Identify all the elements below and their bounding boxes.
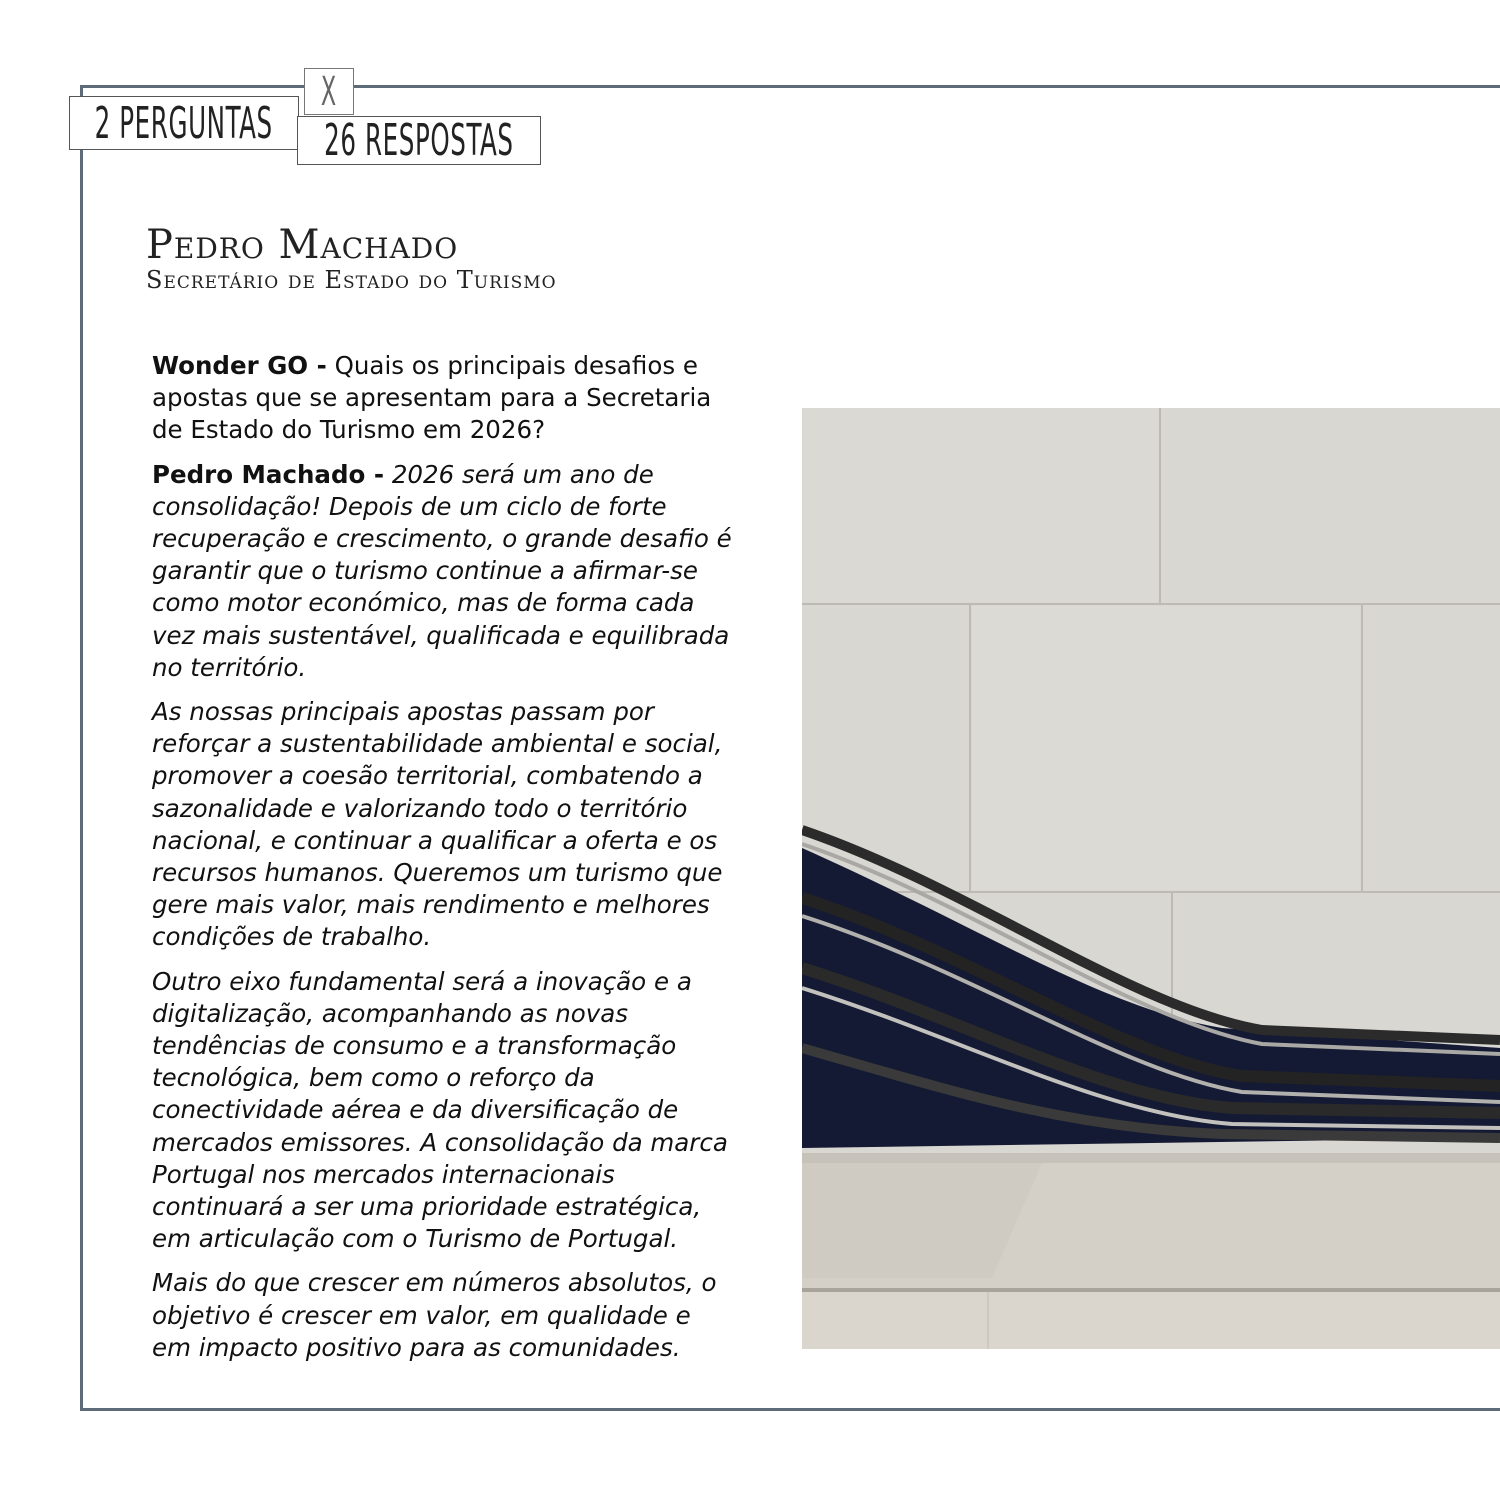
header-perguntas-label: 2 PERGUNTAS	[94, 97, 274, 149]
frame-left-line	[80, 85, 83, 1411]
answer-paragraph-1	[152, 459, 732, 684]
answer-text-2: As nossas principais apostas passam por reforçar a sustentabilidade ambiental e social, promover a coesão territorial, combatendo a sazonalidade e valorizando todo o território nacional, e continuar a qualificar a oferta e os recursos humanos. Queremos um turismo que gere mais valor, mais rendimento e melhores condições de trabalho.	[152, 697, 723, 952]
answer-text-4: Mais do que crescer em números absolutos, o objetivo é crescer em valor, em qualidade e em impacto positivo para as comunidades.	[152, 1268, 717, 1362]
interview-body	[152, 350, 732, 1376]
header-perguntas-box	[69, 96, 299, 150]
question-paragraph	[152, 350, 732, 447]
frame-top-line	[82, 85, 1500, 88]
frame-bottom-line	[80, 1408, 1500, 1411]
answer-text-1: 2026 será um ano de consolidação! Depois de um ciclo de forte recuperação e crescimento, o grande desafio é garantir que o turismo continue a afirmar-se como motor económico, mas de forma cada vez mais sustentável, qualificada e equilibrada no território.	[152, 459, 732, 682]
escalator-image	[802, 408, 1500, 1349]
answer-paragraph-3	[152, 966, 732, 1256]
header-respostas-box	[297, 116, 541, 165]
answer-speaker: Pedro Machado -	[152, 459, 385, 489]
header-x-box	[304, 68, 354, 115]
answer-text-3: Outro eixo fundamental será a inovação e a digitalização, acompanhando as novas tendências de consumo e a transformação tecnológica, bem como o reforço da conectividade aérea e da diversificação de mercados emissores. A consolidação da marca Portugal nos mercados internacionais continuará a ser uma prioridade estratégica, em articulação com o Turismo de Portugal.	[152, 966, 728, 1254]
header-x-label: X	[321, 68, 337, 115]
escalator-photo	[802, 408, 1500, 1349]
person-role: Secretário de Estado do Turismo	[146, 266, 557, 294]
question-text: Quais os principais desafios e apostas que se apresentam para a Secretaria de Estado do Turismo em 2026?	[152, 351, 712, 445]
answer-paragraph-2	[152, 696, 732, 954]
person-name: Pedro Machado	[146, 222, 459, 268]
header-respostas-label: 26 RESPOSTAS	[324, 115, 514, 166]
answer-paragraph-4	[152, 1267, 732, 1364]
question-speaker: Wonder GO -	[152, 351, 327, 380]
